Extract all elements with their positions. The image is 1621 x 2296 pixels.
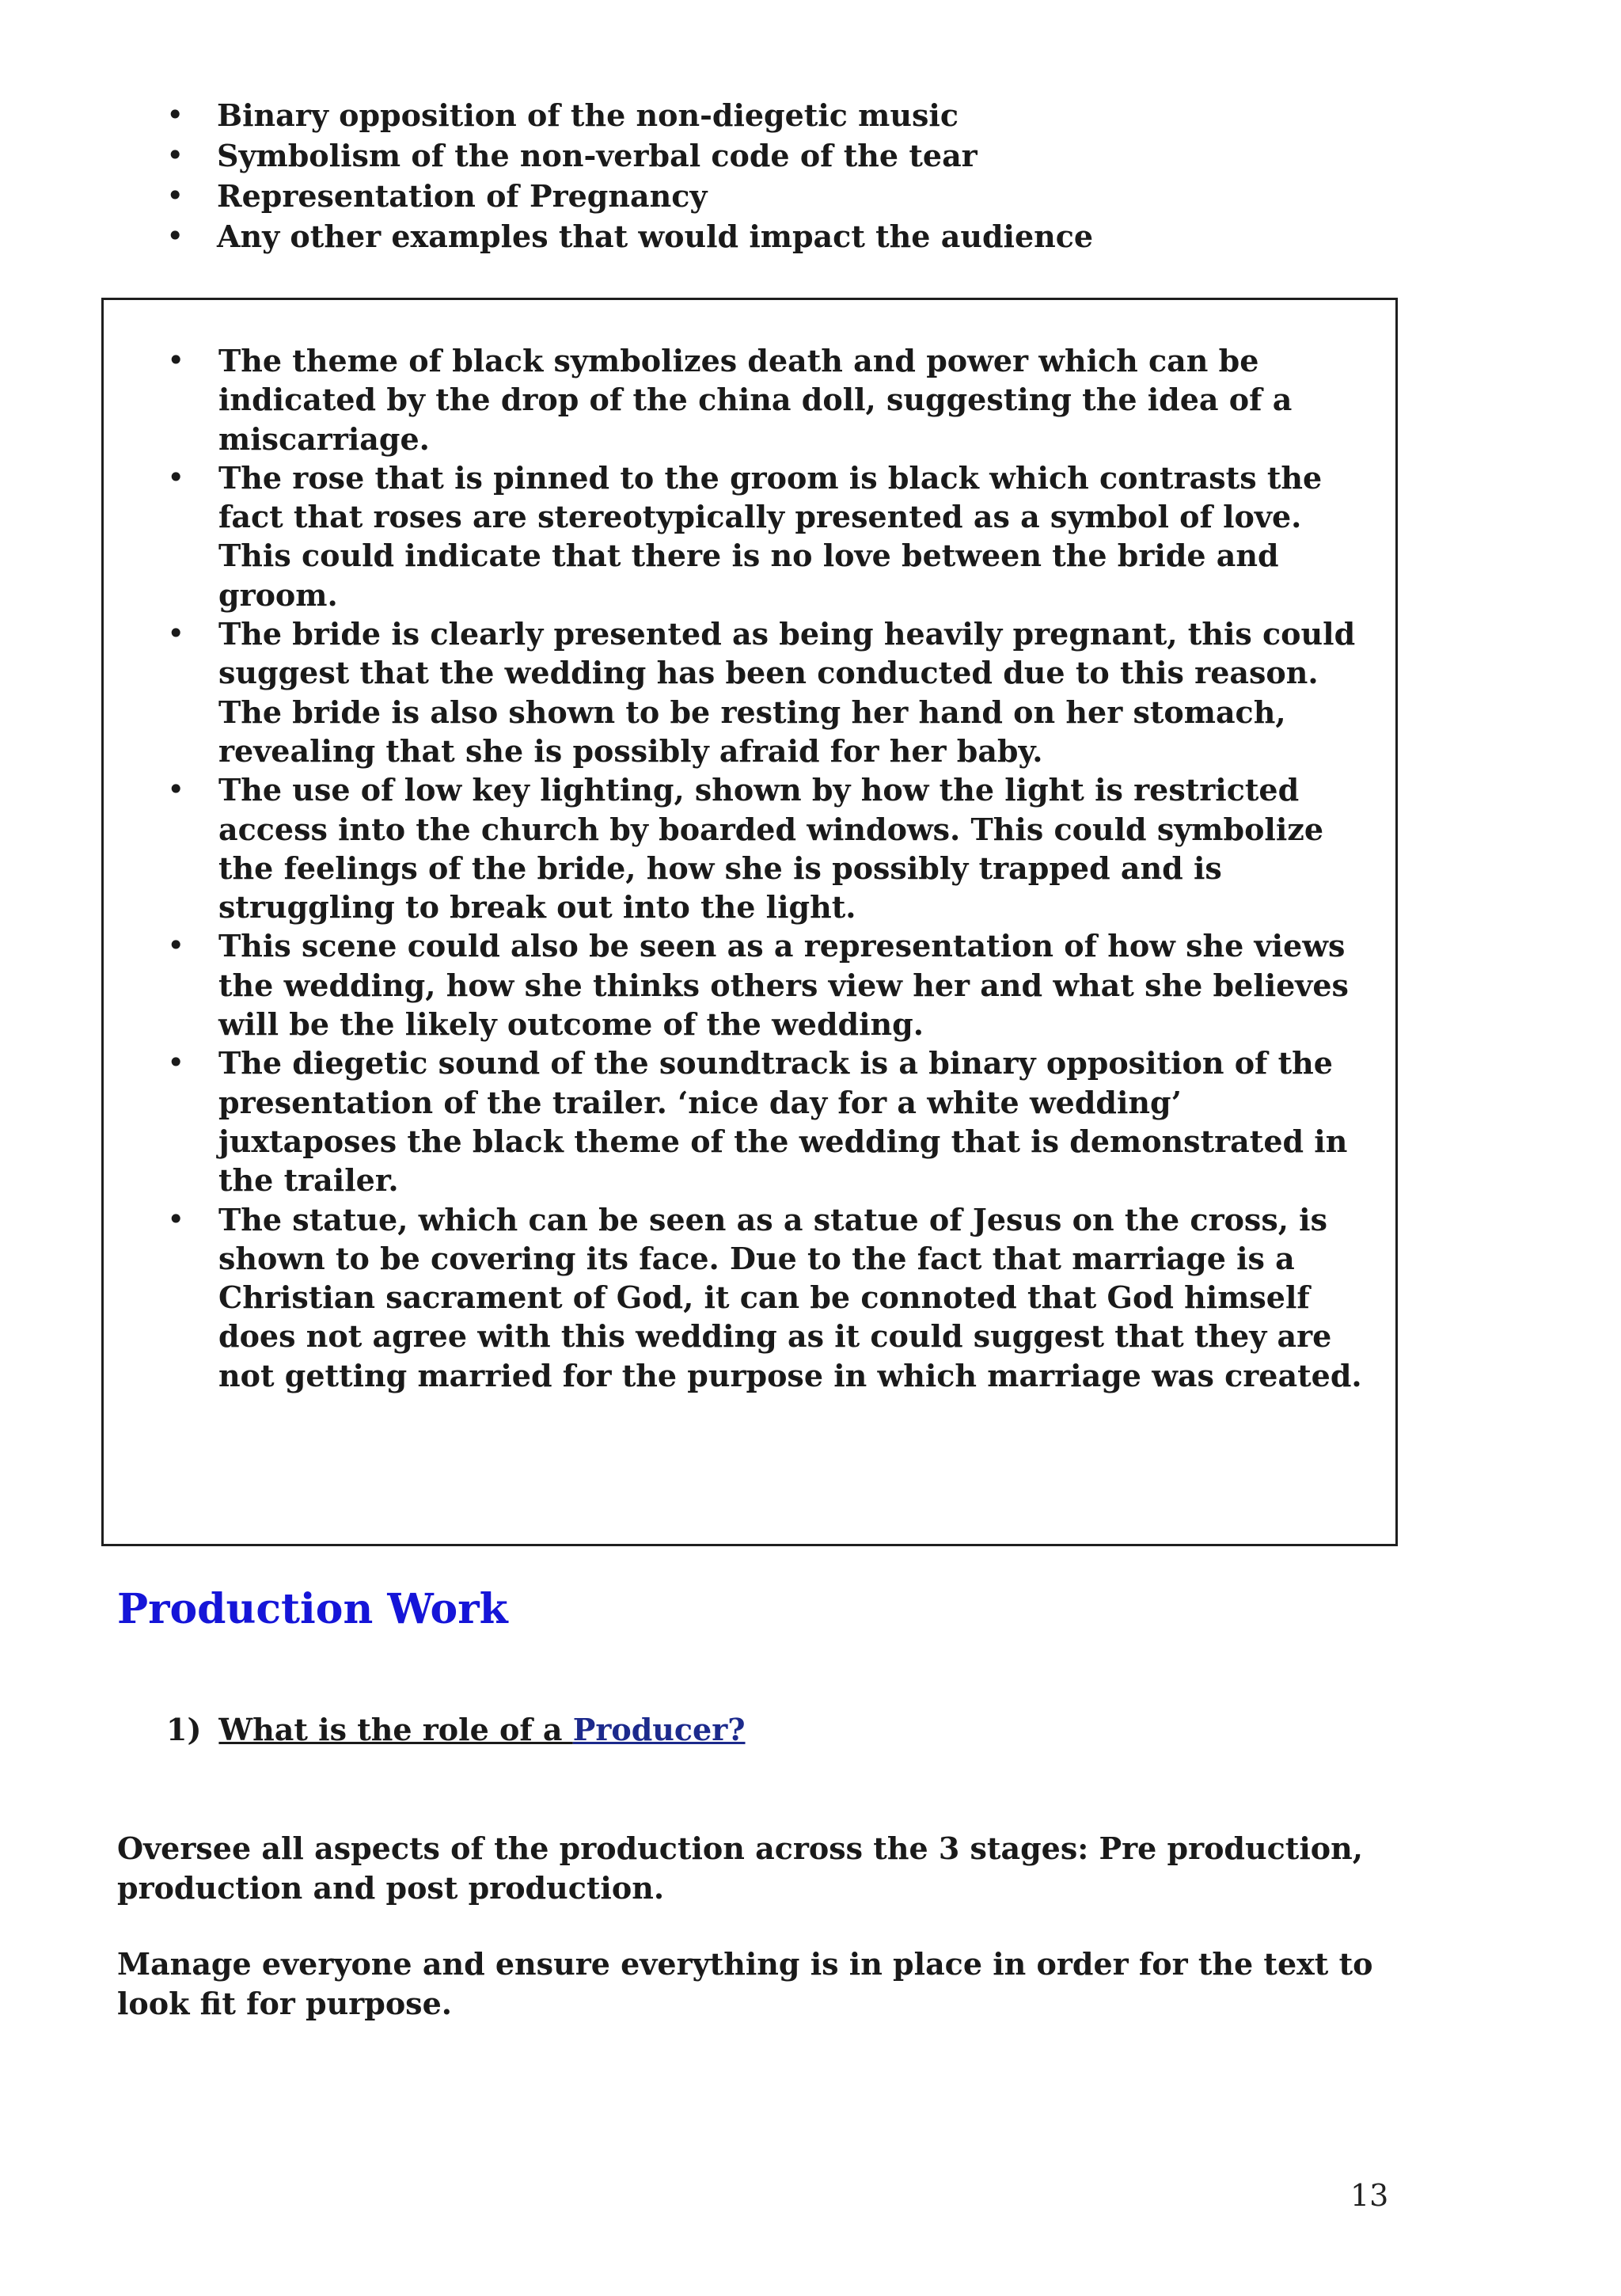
question-1 (166, 1710, 746, 1750)
answer-paragraph: Manage everyone and ensure everything is in place in order for the text to look fit for purpose. (117, 1946, 1373, 2021)
criteria-item: • Any other examples that would impact the audience (166, 216, 1401, 257)
analysis-list (167, 341, 1370, 1395)
question-number: 1) (166, 1712, 202, 1747)
criteria-item: • Symbolism of the non-verbal code of the tear (166, 135, 1401, 176)
answer-paragraph: Oversee all aspects of the production across the 3 stages: Pre production, production and post production. (117, 1830, 1363, 1906)
criteria-item: • Binary opposition of the non-diegetic music (166, 95, 1401, 135)
analysis-item: • The statue, which can be seen as a statue of Jesus on the cross, is shown to be covering its face. Due to the fact that marriage is a Christian sacrament of God, it can be connoted that God himself does not agree with this wedding as it could suggest that they are not getting married for the purpose in which marriage was created. (167, 1200, 1370, 1395)
question-text: What is the role of a (218, 1712, 573, 1747)
analysis-item: • The bride is clearly presented as being heavily pregnant, this could suggest that the wedding has been conducted due to this reason. The bride is also shown to be resting her hand on her stomach, revealing that she is possibly afraid for her baby. (167, 614, 1370, 770)
analysis-item: • The use of low key lighting, shown by how the light is restricted access into the church by boarded windows. This could symbolize the feelings of the bride, how she is possibly trapped and is struggling to break out into the light. (167, 770, 1370, 926)
criteria-list (166, 95, 1401, 257)
producer-link[interactable]: Producer? (572, 1712, 746, 1747)
analysis-item: • The theme of black symbolizes death and power which can be indicated by the drop of the china doll, suggesting the idea of a miscarriage. (167, 341, 1370, 458)
page-number: 13 (1350, 2178, 1389, 2213)
analysis-item: • The diegetic sound of the soundtrack is a binary opposition of the presentation of the trailer. ‘nice day for a white wedding’ juxtaposes the black theme of the wedding that is demonstrated in the trailer. (167, 1043, 1370, 1199)
section-heading: Production Work (117, 1585, 508, 1633)
analysis-answer-box (101, 298, 1398, 1546)
analysis-item: • This scene could also be seen as a representation of how she views the wedding, how she thinks others view her and what she believes will be the likely outcome of the wedding. (167, 926, 1370, 1043)
criteria-item: • Representation of Pregnancy (166, 176, 1401, 216)
analysis-item: • The rose that is pinned to the groom is black which contrasts the fact that roses are stereotypically presented as a symbol of love. This could indicate that there is no love between the bride and groom. (167, 458, 1370, 614)
